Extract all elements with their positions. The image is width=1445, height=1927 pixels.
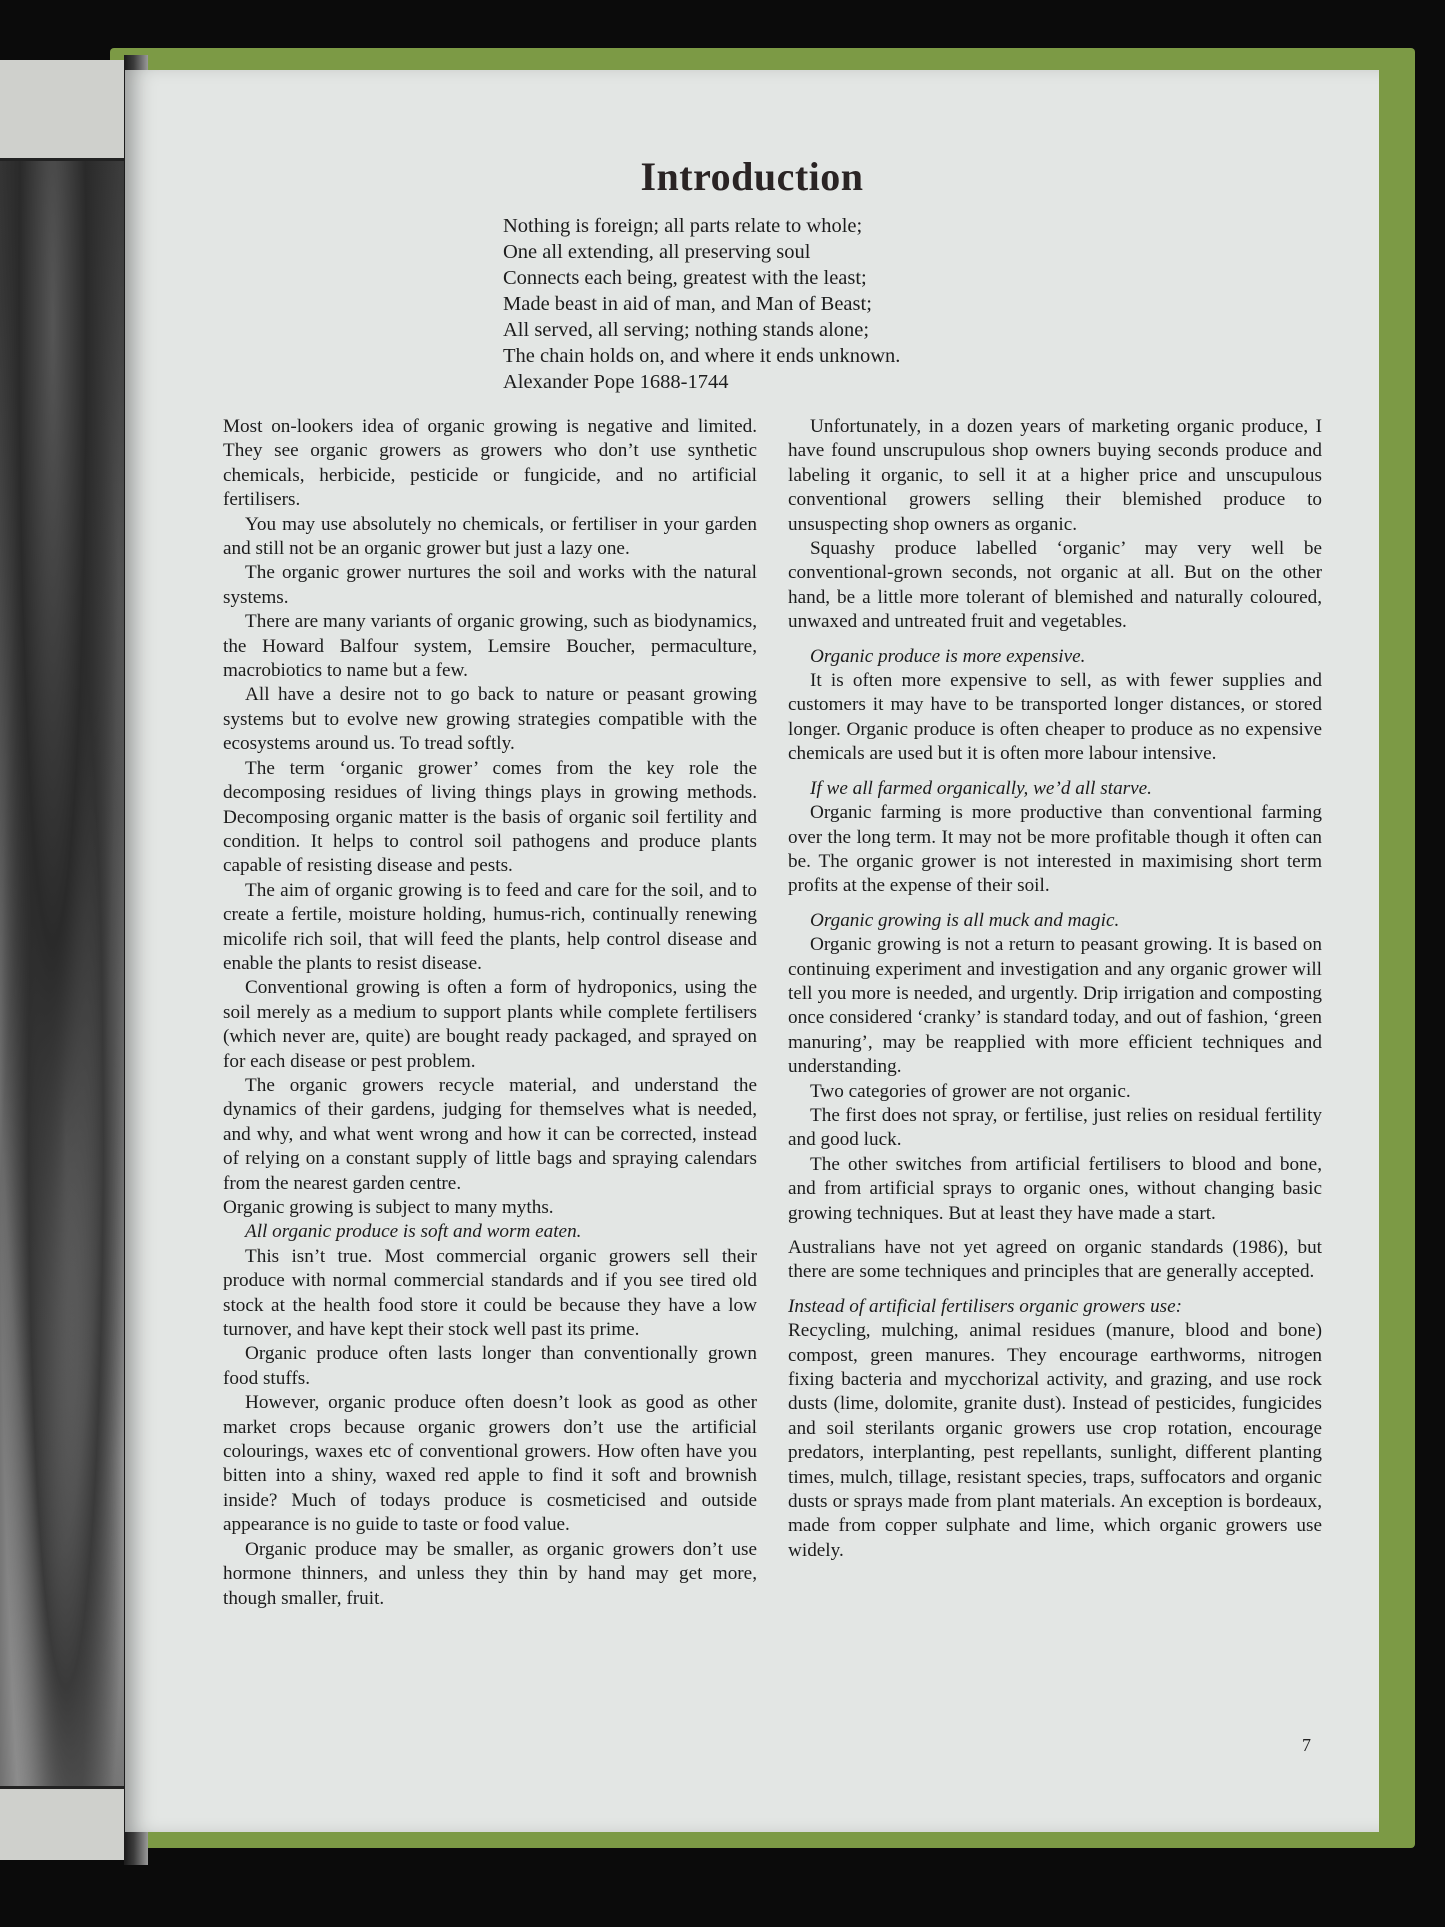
paragraph: Organic produce often lasts longer than conventionally grown food stuffs. — [223, 1343, 757, 1389]
poem-line: Nothing is foreign; all parts relate to whole; — [503, 215, 863, 237]
myth-heading: Organic produce is more expensive. — [810, 645, 1086, 667]
poem-line: Made beast in aid of man, and Man of Beast; — [503, 293, 872, 315]
left-text-column — [223, 415, 757, 1611]
paragraph: Recycling, mulching, animal residues (manure, blood and bone) compost, green manures. They encourage earthworms, nitrogen fixing bacteria and mycchorizal activity, and grazing, and use rock dusts (lime, dolomite, granite dust). Instead of pesticides, fungicides and soil sterilants organic growers use crop rotation, encourage predators, interplanting, pest repellants, sunlight, different planting times, mulch, tillage, resistant species, traps, suffocators and organic dusts or sprays made from plant materials. An exception is bordeaux, made from copper sulphate and lime, which organic growers use widely. — [788, 1320, 1322, 1561]
paragraph: All have a desire not to go back to nature or peasant growing systems but to evolve new growing strategies compatible with the ecosystems around us. To tread softly. — [223, 684, 757, 755]
paragraph: The organic grower nurtures the soil and works with the natural systems. — [223, 562, 757, 608]
poem-line: The chain holds on, and where it ends unknown. — [503, 345, 901, 367]
paragraph: Organic produce may be smaller, as organic growers don’t use hormone thinners, and unless they thin by hand may get more, though smaller, fruit. — [223, 1538, 757, 1609]
paragraph: This isn’t true. Most commercial organic growers sell their produce with normal commercial standards and if you see tired old stock at the health food store it could be because they have a low turnover, and have kept their stock well past its prime. — [223, 1245, 757, 1341]
paragraph: Squashy produce labelled ‘organic’ may very well be conventional-grown seconds, not organic at all. But on the other hand, be a little more tolerant of blemished and naturally coloured, unwaxed and untreated fruit and vegetables. — [788, 538, 1322, 633]
paragraph: Two categories of grower are not organic. — [810, 1080, 1131, 1102]
paragraph: The aim of organic growing is to feed and care for the soil, and to create a fertile, moisture holding, humus-rich, continually renewing micolife rich soil, that will feed the plants, help control disease and enable the plants to resist disease. — [223, 879, 757, 974]
poem-line: All served, all serving; nothing stands alone; — [503, 319, 870, 341]
myth-heading: Organic growing is all muck and magic. — [810, 909, 1120, 931]
paragraph: Australians have not yet agreed on organic standards (1986), but there are some techniques and principles that are generally accepted. — [788, 1237, 1322, 1283]
paragraph: The first does not spray, or fertilise, just relies on residual fertility and good luck. — [788, 1104, 1322, 1151]
paragraph: The term ‘organic grower’ comes from the key role the decomposing residues of living things plays in growing methods. Decomposing organic matter is the basis of organic soil fertility and condition. It helps to control soil pathogens and produce plants capable of resisting disease and pests. — [223, 757, 757, 877]
paragraph: Organic growing is not a return to peasant growing. It is based on continuing experiment and investigation and any organic grower will tell you more is needed, and urgently. Drip irrigation and composting once considered ‘cranky’ is standard today, and out of fashion, ‘green manuring’, may be reapplied with more efficient techniques and understanding. — [788, 934, 1322, 1078]
paragraph: Most on-lookers idea of organic growing is negative and limited. They see organic growers as growers who don’t use synthetic chemicals, herbicide, pesticide or fungicide, and no artificial fertilisers. — [223, 416, 757, 511]
poem-line: One all extending, all preserving soul — [503, 241, 811, 263]
paragraph: There are many variants of organic growing, such as biodynamics, the Howard Balfour system, Lemsire Boucher, permaculture, macrobiotics to name but a few. — [223, 611, 757, 682]
poem-line: Connects each being, greatest with the least; — [503, 267, 867, 289]
paragraph: Conventional growing is often a form of hydroponics, using the soil merely as a medium to support plants while complete fertilisers (which never are, quite) are bought ready packaged, and sprayed on for each disease or pest problem. — [223, 977, 757, 1072]
paragraph: It is often more expensive to sell, as with fewer supplies and customers it may have to be transported longer distances, or stored longer. Organic produce is often cheaper to produce as no expensive chemicals are used but it is often more labour intensive. — [788, 670, 1322, 765]
paragraph: Unfortunately, in a dozen years of marketing organic produce, I have found unscrupulous shop owners buying seconds produce and labeling it organic, to sell it at a higher price and unscupulous conventional growers selling their blemished produce to unsuspecting shop owners as organic. — [788, 416, 1322, 535]
epigraph-poem — [503, 213, 1063, 395]
right-text-column — [788, 415, 1322, 1563]
page-title: Introduction — [640, 154, 864, 199]
paragraph: The organic growers recycle material, and understand the dynamics of their gardens, judging for themselves what is needed, and why, and what went wrong and how it can be corrected, instead of relying on a constant supply of little bags and spraying calendars from the nearest garden centre. — [223, 1074, 757, 1194]
list-heading: Instead of artificial fertilisers organic growers use: — [788, 1295, 1183, 1317]
paragraph: However, organic produce often doesn’t look as good as other market crops because organic growers don’t use the artificial colourings, waxes etc of conventional growers. How often have you bitten into a shiny, waxed red apple to find it soft and brownish inside? Much of todays produce is cosmeticised and outside appearance is no guide to taste or food value. — [223, 1392, 757, 1536]
paragraph: The other switches from artificial fertilisers to blood and bone, and from artificial sprays to organic ones, without changing basic growing techniques. But at least they have made a start. — [788, 1153, 1322, 1224]
paragraph: Organic farming is more productive than conventional farming over the long term. It may not be more profitable though it often can be. The organic grower is not interested in maximising short term profits at the expense of their soil. — [788, 802, 1322, 897]
page-number: 7 — [1302, 1735, 1311, 1755]
myth-heading: If we all farmed organically, we’d all starve. — [810, 777, 1152, 799]
vegetable-photograph — [0, 158, 135, 1789]
poem-attribution: Alexander Pope 1688-1744 — [503, 371, 729, 393]
paragraph: You may use absolutely no chemicals, or fertiliser in your garden and still not be an organic grower but just a lazy one. — [223, 513, 757, 560]
paragraph: Organic growing is subject to many myths. — [223, 1197, 554, 1218]
right-page — [125, 70, 1379, 1832]
myth-heading: All organic produce is soft and worm eaten. — [245, 1221, 582, 1243]
